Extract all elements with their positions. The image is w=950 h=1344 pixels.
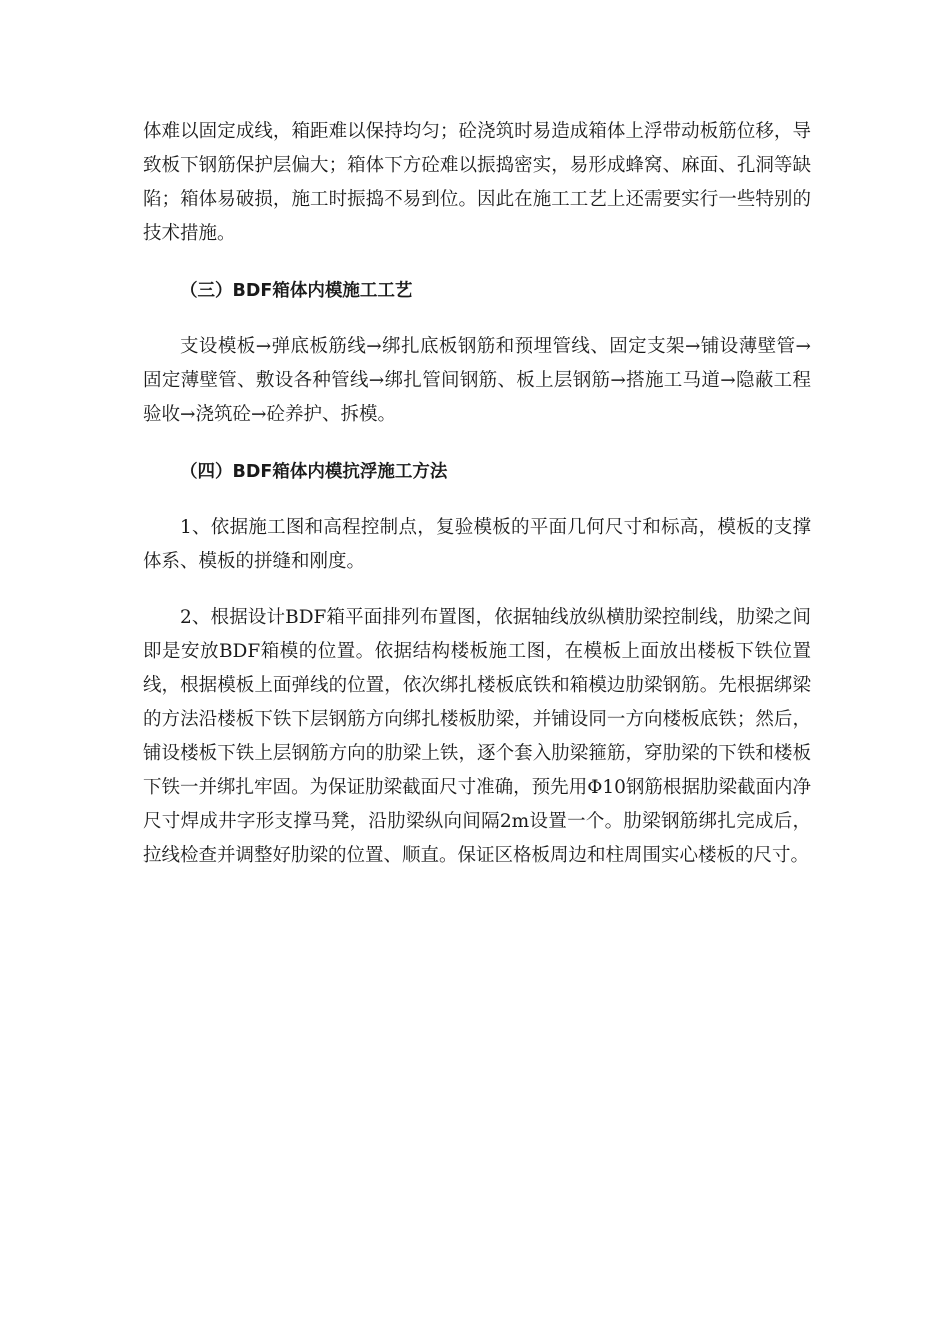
section-heading-4: （四）BDF箱体内模抗浮施工方法 [180, 462, 448, 482]
section-heading-3: （三）BDF箱体内模施工工艺 [180, 281, 413, 301]
paragraph-process: 支设模板→弹底板筋线→绑扎底板钢筋和预埋管线、固定支架→铺设薄壁管→ 固定薄壁管、敷设各种管线→绑扎管间钢筋、板上层钢筋→搭施工马道→隐蔽工程验收→浇筑砼→砼养护、拆模。 [143, 336, 811, 425]
document-body [143, 115, 811, 873]
paragraph-item-1: 1、依据施工图和高程控制点，复验模板的平面几何尺寸和标高，模板的支撑体系、模板的拼缝和刚度。 [143, 517, 811, 572]
paragraph-continuation: 体难以固定成线，箱距难以保持均匀；砼浇筑时易造成箱体上浮带动板筋位移，导致板下钢筋保护层偏大；箱体下方砼难以振捣密实，易形成蜂窝、麻面、孔洞等缺陷；箱体易破损，施工时振捣不易到位。因此在施工工艺上还需要实行一些特别的技术措施。 [143, 121, 811, 244]
paragraph-item-2: 2、根据设计BDF箱平面排列布置图，依据轴线放纵横肋梁控制线，肋梁之间即是安放BDF箱模的位置。依据结构楼板施工图，在模板上面放出楼板下铁位置线，根据模板上面弹线的位置，依次绑扎楼板底铁和箱模边肋梁钢筋。先根据绑梁的方法沿楼板下铁下层钢筋方向绑扎楼板肋梁，并铺设同一方向楼板底铁；然后，铺设楼板下铁上层钢筋方向的肋梁上铁，逐个套入肋梁箍筋，穿肋梁的下铁和楼板下铁一并绑扎牢固。为保证肋梁截面尺寸准确，预先用Φ10钢筋根据肋梁截面内净尺寸焊成井字形支撑马凳，沿肋梁纵向间隔2m设置一个。肋梁钢筋绑扎完成后，拉线检查并调整好肋梁的位置、顺直。保证区格板周边和柱周围实心楼板的尺寸。 [143, 607, 811, 866]
